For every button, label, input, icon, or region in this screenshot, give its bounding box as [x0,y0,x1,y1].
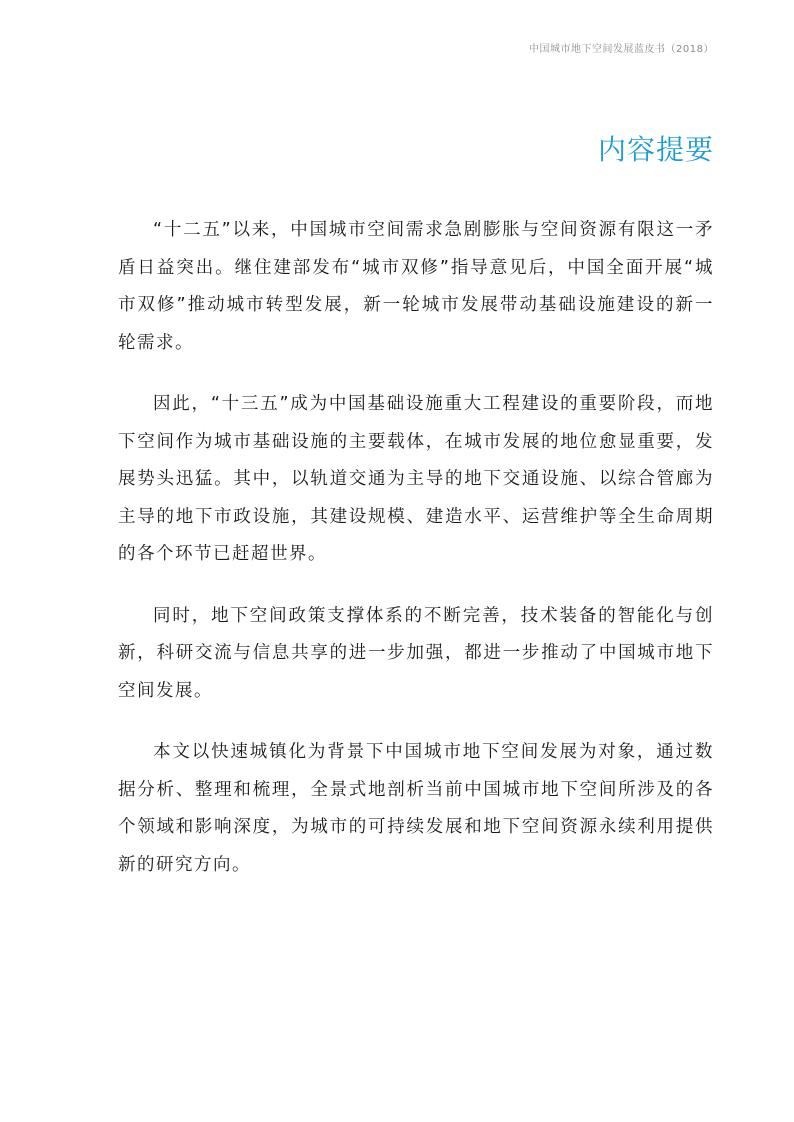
paragraph-3: 同时，地下空间政策支撑体系的不断完善，技术装备的智能化与创新，科研交流与信息共享的进一步加强，都进一步推动了中国城市地下空间发展。 [118,605,714,701]
paragraph-1: “十二五”以来，中国城市空间需求急剧膨胀与空间资源有限这一矛盾日益突出。继住建部发布“城市双修”指导意见后，中国全面开展“城市双修”推动城市转型发展，新一轮城市发展带动基础设施建设的新一轮需求。 [118,220,714,353]
page-title: 内容提要 [597,133,714,166]
body-content [118,212,714,908]
paragraph-4: 本文以快速城镇化为背景下中国城市地下空间发展为对象，通过数据分析、整理和梳理，全景式地剖析当前中国城市地下空间所涉及的各个领域和影响深度，为城市的可持续发展和地下空间资源永续利用提供新的研究方向。 [118,742,714,875]
paragraph-2: 因此，“十三五”成为中国基础设施重大工程建设的重要阶段，而地下空间作为城市基础设施的主要载体，在城市发展的地位愈显重要，发展势头迅猛。其中，以轨道交通为主导的地下交通设施、以综合管廊为主导的地下市政设施，其建设规模、建造水平、运营维护等全生命周期的各个环节已赶超世界。 [118,394,714,564]
running-header: 中国城市地下空间发展蓝皮书（2018） [529,44,714,55]
